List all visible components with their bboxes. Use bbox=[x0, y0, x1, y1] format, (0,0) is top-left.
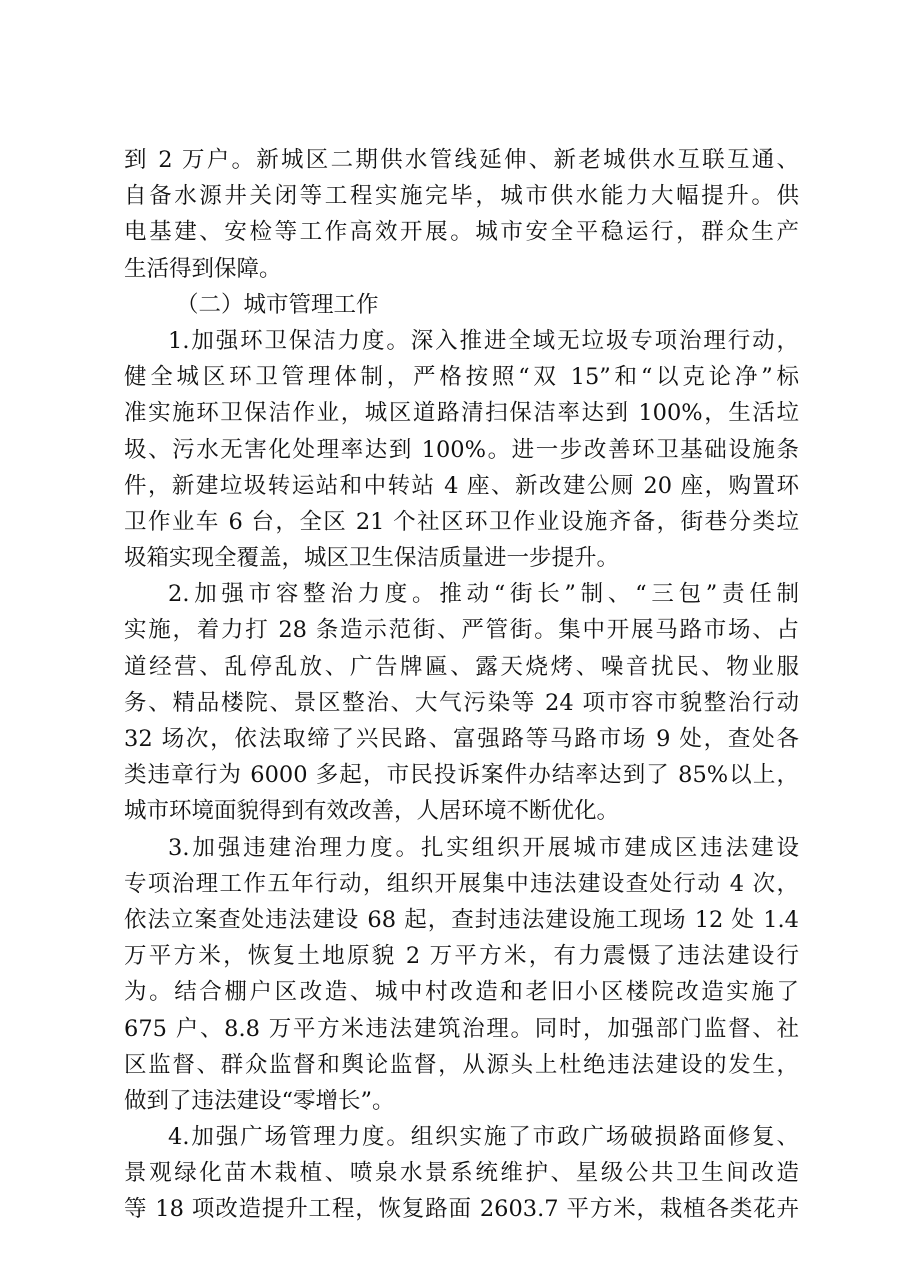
paragraph-start: 3.加强违建治理力度。扎实组织开展城市建成区违法建设 bbox=[168, 834, 799, 861]
text-line: 城市环境面貌得到有效改善，人居环境不断优化。 bbox=[124, 798, 620, 825]
text-line: 做到了违法建设“零增长”。 bbox=[124, 1087, 395, 1114]
text-line: 为。结合棚户区改造、城中村改造和老旧小区楼院改造实施了 bbox=[124, 979, 799, 1006]
text-line: 道经营、乱停乱放、广告牌匾、露天烧烤、噪音扰民、物业服 bbox=[124, 653, 799, 680]
text-line: 生活得到保障。 bbox=[124, 255, 282, 282]
text-line: 卫作业车 6 台，全区 21 个社区环卫作业设施齐备，街巷分类垃 bbox=[124, 508, 799, 535]
text-line: 实施，着力打 28 条造示范街、严管街。集中开展马路市场、占 bbox=[124, 617, 799, 644]
text-line: 到 2 万户。新城区二期供水管线延伸、新老城供水互联互通、 bbox=[124, 147, 799, 173]
text-line: 件，新建垃圾转运站和中转站 4 座、新改建公厕 20 座，购置环 bbox=[124, 472, 799, 499]
paragraph-start: 2.加强市容整治力度。推动“街长”制、“三包”责任制 bbox=[168, 581, 799, 608]
text-line: 675 户、8.8 万平方米违法建筑治理。同时，加强部门监督、社 bbox=[124, 1015, 799, 1042]
text-line: 32 场次，依法取缔了兴民路、富强路等马路市场 9 处，查处各 bbox=[124, 726, 799, 752]
text-line: 景观绿化苗木栽植、喷泉水景系统维护、星级公共卫生间改造 bbox=[124, 1160, 799, 1187]
document-body bbox=[124, 142, 799, 1228]
text-line: 万平方米，恢复土地原貌 2 万平方米，有力震慑了违法建设行 bbox=[124, 943, 799, 970]
text-line: 电基建、安检等工作高效开展。城市安全平稳运行，群众生产 bbox=[124, 219, 799, 246]
text-line: 务、精品楼院、景区整治、大气污染等 24 项市容市貌整治行动 bbox=[124, 689, 799, 716]
paragraph-start: 4.加强广场管理力度。组织实施了市政广场破损路面修复、 bbox=[168, 1124, 799, 1151]
text-line: 圾、污水无害化处理率达到 100%。进一步改善环卫基础设施条 bbox=[124, 436, 799, 463]
text-line: 类违章行为 6000 多起，市民投诉案件办结率达到了 85%以上， bbox=[124, 762, 799, 789]
section-heading: （二）城市管理工作 bbox=[176, 291, 379, 318]
text-line: 专项治理工作五年行动，组织开展集中违法建设查处行动 4 次， bbox=[124, 870, 799, 897]
text-line: 自备水源井关闭等工程实施完毕，城市供水能力大幅提升。供 bbox=[124, 183, 799, 210]
text-line: 圾箱实现全覆盖，城区卫生保洁质量进一步提升。 bbox=[124, 545, 620, 572]
text-line: 准实施环卫保洁作业，城区道路清扫保洁率达到 100%，生活垃 bbox=[124, 400, 799, 427]
text-line: 健全城区环卫管理体制，严格按照“双 15”和“以克论净”标 bbox=[124, 364, 799, 391]
text-line: 区监督、群众监督和舆论监督，从源头上杜绝违法建设的发生， bbox=[124, 1051, 799, 1078]
paragraph-start: 1.加强环卫保洁力度。深入推进全域无垃圾专项治理行动， bbox=[168, 327, 799, 354]
text-line: 等 18 项改造提升工程，恢复路面 2603.7 平方米，栽植各类花卉 bbox=[124, 1196, 799, 1223]
text-line: 依法立案查处违法建设 68 起，查封违法建设施工现场 12 处 1.4 bbox=[124, 906, 799, 933]
